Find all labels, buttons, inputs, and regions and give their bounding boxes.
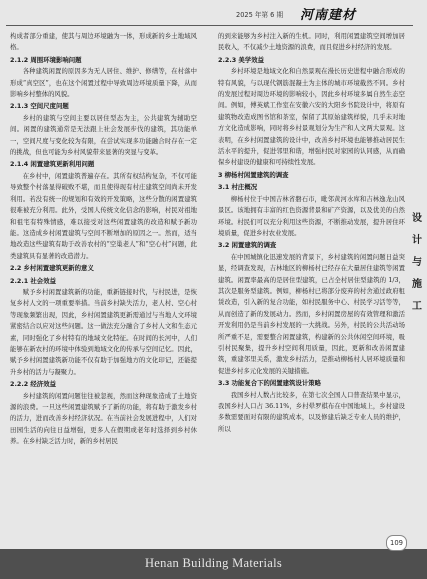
section-heading: 3.2 闲置建筑的调查 (218, 241, 277, 250)
right-column (218, 31, 405, 435)
section-heading: 2.1.2 周围环境影响问题 (10, 55, 82, 64)
paragraph: 的到来能够为乡村注入新的生机。同时，利用闲置建筑空间增加居民收入，不仅减少土地资源的浪费，而且促进乡村经济的发展。 (218, 33, 405, 52)
page-header (0, 0, 427, 26)
paragraph: 乡村的建筑与空间主要以居住型态为主，公共建筑为辅助空间。闲置的建筑通常是无法跟上社会发展步伐的建筑，其功能单一，空间尺度与变化较为有限，在尝试实现多功能融合时存在一定的挑战，但也可能为乡村风貌带来显著的突显与变革。 (10, 114, 197, 157)
section-heading: 3.1 村庄概况 (218, 183, 258, 192)
paragraph: 各种建筑闲置的原因多为无人居住、维护、修缮等，在村落中形成“真空区”，也在这个闲置过程中导致周边环境质量下降，从而影响乡村整体的风貌。 (10, 68, 197, 99)
article-body (6, 31, 405, 548)
section-heading: 2.2 乡村闲置建筑更新的意义 (10, 264, 94, 273)
paragraph: 乡村环境是地域文化和自然景观在漫长历史进程中融合形成的特有风貌，与以现代钢筋混凝土为主体的城市环境截然不同。乡村的发展过程对周边环境的影响较小，因此乡村环境多属自然生态空间。例如，傅英斌工作室在安徽六安的大阳乡书院设计中，将原有建筑物改造成图书馆和茶室，保留了其原始建筑样貌，几乎未对地方文化造成影响，同时将乡村景观划分为生产和人文两大景观。这表明，在乡村闲置建筑的设计中，改善乡村环境也能够推动居民生活水平的提升，促进邻里和谐，增强村民对家园的认同感，从而确保乡村建设的健康和可持续性发展。 (218, 68, 405, 167)
paragraph: 乡村建筑的闲置问题往往被忽视，然而这种现象造成了土地资源的浪费。一旦这些闲置建筑赋予了新的功能，将有助于激发乡村的活力，进而改善乡村经济状况。在当前社会发展进程中，人们对田园生活的向往日益增强，更多人在假期或老年时选择到乡村休养。在乡村缺乏活力时，新的乡村居民 (10, 392, 197, 446)
footer-journal-name: Henan Building Materials (144, 556, 283, 570)
section-heading: 2.2.3 美学效益 (218, 55, 264, 64)
section-heading: 2.2.1 社会效益 (10, 276, 56, 285)
issue-label: 2025 年第 6 期 (236, 11, 284, 19)
section-heading: 2.1.3 空间尺度问题 (10, 102, 69, 111)
journal-title: 河南建材 (300, 8, 357, 23)
left-column (10, 31, 197, 448)
header-rule (6, 25, 413, 26)
paragraph: 在中国城镇化迅速发展的背景下，乡村建筑的闲置问题日益突显，经调查发现，吉林地区的柳杨村已经存在大量居住建筑等闲置建筑。闲置率最高的是居住型建筑，已占全村居住型建筑的 1/3，其次是服务型建筑。例如，柳杨村已将部分废弃的村舍通过政府租赁改造，引入新的复合功能，如村民服务中心、村民学习活等等，从而创造了新的发展动力。然而，乡村闲置房屋的有效管理和激活开发利用仍是当前乡村发展的一大挑战。另外，村民的公共活动场所严重不足，需要整合闲置建筑，构建新的公共休闲空间环境，吸引村民聚集，提升乡村空间利用质量，因此，更新和改善闲置建筑，重建邻里关系，激发乡村活力，是推动柳杨村人居环境质量和促进乡村多元化发展的关键措施。 (218, 253, 405, 375)
section-heading: 3.3 功能复合下的闲置建筑设计策略 (218, 379, 322, 388)
paragraph: 赋予乡村闲置建筑新的功能，重新链接时代，与村民进，是恢复乡村人文的一项重要举措。当前乡村缺失活力，老人村、空心村等现象频繁出现，因此，乡村闲置建筑更新需通过与当地人文环境紧密结合以应对这些问题。这一做法充分融合了乡村人文和生态元素，同时强化了乡村特有的地域文化特征。在时间的长河中，人们能够在新农村的环境中体验到地域文化的传承与空间记忆。因此，赋予乡村闲置建筑新功能不仅有助于加强地方的文化印记，还能提升乡村的活力与凝聚力。 (10, 288, 197, 376)
page-footer (0, 549, 427, 579)
side-label-char: 设 (412, 213, 422, 224)
paragraph: 在乡村中，闲置建筑普遍存在。其所有权结构复杂，不仅可能导致整个村落显得破败不堪，而且使得现有村庄建筑空间尚未开发利用。若没有统一的规划和有效的开发策略，这些分散的闲置建筑很难被充分利用。此外，受国人传统文化信念的影响，村民对祖地和祖宅有特殊情感，难以接受对这些闲置建筑的改造和赋予新功能。这造成乡村闲置建筑与空间不断增加的原因之一。然而，适当地改造这些建筑有助于改善农村的“空巢老人”和“空心村”问题，此类建筑具有显著的改造潜力。 (10, 172, 197, 260)
page-number: 109 (386, 535, 407, 551)
section-side-label (409, 208, 425, 318)
paragraph: 构成者部分重建，使其与周边环境融为一体，形成新的乡土地域风格。 (10, 33, 197, 52)
section-heading: 2.1.4 闲置建筑更新利用问题 (10, 160, 95, 169)
paragraph: 我国乡村人数占比较多，在第七次全国人口普查结果中显示，我国乡村人口占 36.11%，乡村晕罗棋布在中国地域上，乡村建设多数需要面对有限的建筑成本，以及修建后缺乏专业人员的维护，所以 (218, 391, 405, 433)
side-label-char: 与 (412, 257, 422, 268)
section-heading: 2.2.2 经济效益 (10, 380, 56, 389)
section-heading: 3 柳杨村闲置建筑的调查 (218, 170, 289, 179)
paragraph: 柳杨村位于中国吉林省磐石市，毗邻黄河水库和吉林逸龙山风景区。该地拥有丰富的红色资源背景和矿产资源，以及优美的自然环境。村民们可以充分利用这些资源，不断推动发展，提升居住环境质量，促进乡村农业发展。 (218, 195, 405, 237)
side-label-char: 计 (412, 235, 422, 246)
side-label-char: 工 (412, 301, 422, 312)
side-label-char: 施 (412, 279, 422, 290)
